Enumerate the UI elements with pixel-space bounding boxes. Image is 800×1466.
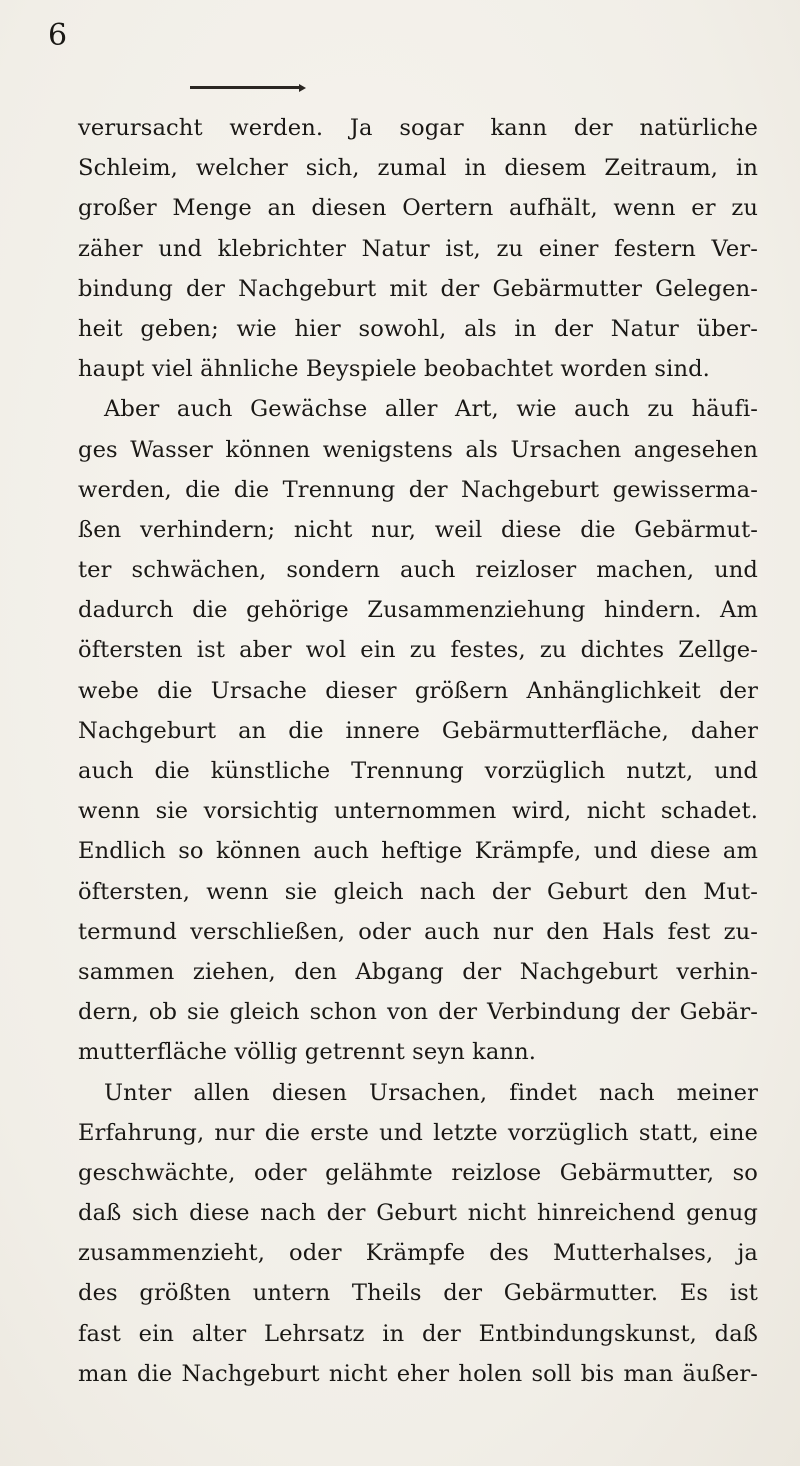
text-line: sammen ziehen, den Abgang der Nachgeburt verhin- (78, 958, 758, 985)
text-line: auch die künstliche Trennung vorzüglich nutzt, und (78, 758, 758, 784)
text-line: ter schwächen, sondern auch reizloser machen, und (78, 557, 758, 584)
text-line: verursacht werden. Ja sogar kann der natürliche (78, 115, 758, 141)
text-line: zusammenzieht, oder Krämpfe des Mutterhalses, ja (78, 1240, 758, 1267)
text-line: bindung der Nachgeburt mit der Gebärmutter Gelegen- (78, 275, 758, 302)
text-line: daß sich diese nach der Geburt nicht hinreichend genug (78, 1200, 758, 1227)
text-line: Schleim, welcher sich, zumal in diesem Zeitraum, in (78, 155, 758, 182)
text-line: geschwächte, oder gelähmte reizlose Gebärmutter, so (78, 1159, 758, 1186)
header-rule (190, 86, 300, 89)
text-line: dadurch die gehörige Zusammenziehung hindern. Am (78, 597, 758, 624)
text-line: Endlich so können auch heftige Krämpfe, und diese am (78, 838, 758, 865)
text-line: Unter allen diesen Ursachen, findet nach meiner (104, 1079, 758, 1106)
text-line: öftersten, wenn sie gleich nach der Geburt den Mut- (78, 878, 758, 905)
text-line: zäher und klebrichter Natur ist, zu einer festern Ver- (78, 235, 758, 262)
text-line: ges Wasser können wenigstens als Ursachen angesehen (78, 436, 758, 463)
text-line: dern, ob sie gleich schon von der Verbindung der Gebär- (78, 999, 758, 1026)
text-line: ßen verhindern; nicht nur, weil diese die Gebärmut- (78, 516, 758, 543)
text-line: wenn sie vorsichtig unternommen wird, nicht schadet. (78, 798, 758, 825)
text-line: mutterfläche völlig getrennt seyn kann. (78, 1039, 537, 1066)
text-line: termund verschließen, oder auch nur den Hals fest zu- (78, 918, 758, 945)
text-line: Nachgeburt an die innere Gebärmutterfläche, daher (78, 717, 758, 744)
text-line: webe die Ursache dieser größern Anhänglichkeit der (78, 677, 758, 704)
text-line: Aber auch Gewächse aller Art, wie auch zu häufi- (104, 396, 758, 423)
text-line: großer Menge an diesen Oertern aufhält, wenn er zu (78, 195, 758, 222)
text-line: werden, die die Trennung der Nachgeburt gewisserma- (78, 476, 758, 503)
text-line: heit geben; wie hier sowohl, als in der Natur über- (78, 315, 758, 342)
text-line: Erfahrung, nur die erste und letzte vorzüglich statt, eine (78, 1119, 758, 1146)
text-line: haupt viel ähnliche Beyspiele beobachtet worden sind. (78, 356, 710, 383)
body-text (78, 108, 758, 1394)
text-line: man die Nachgeburt nicht eher holen soll bis man äußer- (78, 1360, 758, 1387)
text-line: öftersten ist aber wol ein zu festes, zu dichtes Zellge- (78, 637, 758, 664)
text-line: fast ein alter Lehrsatz in der Entbindungskunst, daß (78, 1320, 758, 1347)
page-number: 6 (48, 18, 68, 53)
text-line: des größten untern Theils der Gebärmutter. Es ist (78, 1280, 758, 1307)
